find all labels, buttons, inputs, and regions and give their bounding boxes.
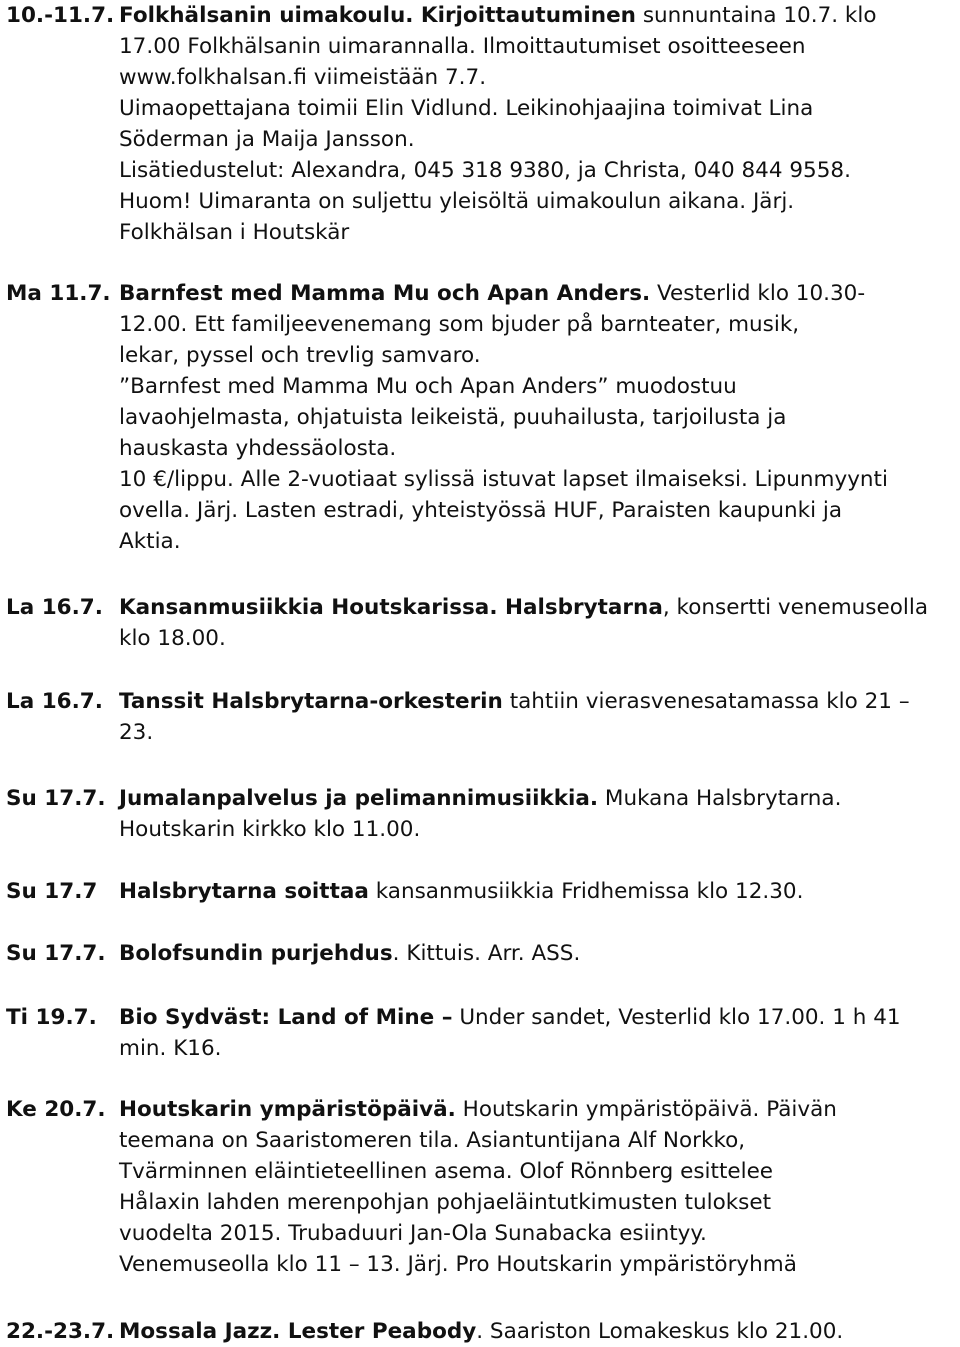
event-text-line	[119, 155, 949, 186]
event-detail: ”Barnfest med Mamma Mu och Apan Anders” muodostuu	[119, 374, 737, 399]
event-description	[119, 278, 949, 557]
event-detail: Lisätiedustelut: Alexandra, 045 318 9380, ja Christa, 040 844 9558.	[119, 158, 851, 183]
event-detail: 10 €/lippu. Alle 2-vuotiaat sylissä istuvat lapset ilmaiseksi. Lipunmyynti	[119, 467, 888, 492]
event-detail: . Saariston Lomakeskus klo 21.00.	[476, 1319, 844, 1344]
event-detail: teemana on Saaristomeren tila. Asiantuntijana Alf Norkko,	[119, 1128, 746, 1153]
event-title: Bio Sydväst: Land of Mine –	[119, 1005, 453, 1030]
event-text-line	[119, 93, 949, 124]
event-detail: min. K16.	[119, 1036, 222, 1061]
event-description	[119, 1002, 949, 1064]
event-title: Mossala Jazz. Lester Peabody	[119, 1319, 477, 1344]
event-text-line	[119, 1002, 949, 1033]
event-title: Barnfest med Mamma Mu och Apan Anders.	[119, 281, 651, 306]
event-detail: www.folkhalsan.fi viimeistään 7.7.	[119, 65, 487, 90]
event-text-line	[119, 433, 949, 464]
event-text-line	[119, 1033, 949, 1064]
event-date: Ma 11.7.	[6, 281, 111, 306]
event-date: 22.-23.7.	[6, 1319, 115, 1344]
event-description	[119, 938, 949, 969]
event-title: Houtskarin ympäristöpäivä.	[119, 1097, 456, 1122]
event-text-line	[119, 309, 949, 340]
event-title: Folkhälsanin uimakoulu. Kirjoittautuminen	[119, 3, 636, 28]
event-title: Kansanmusiikkia Houtskarissa. Halsbrytarna	[119, 595, 663, 620]
event-detail: Uimaopettajana toimii Elin Vidlund. Leikinohjaajina toimivat Lina	[119, 96, 814, 121]
event-text-line	[119, 186, 949, 217]
event-detail: Venemuseolla klo 11 – 13. Järj. Pro Houtskarin ympäristöryhmä	[119, 1252, 797, 1277]
event-detail: 12.00. Ett familjeevenemang som bjuder på barnteater, musik,	[119, 312, 800, 337]
event-text-line	[119, 1218, 949, 1249]
event-title: Bolofsundin purjehdus	[119, 941, 393, 966]
event-detail: Huom! Uimaranta on suljettu yleisöltä uimakoulun aikana. Järj.	[119, 189, 795, 214]
event-detail: Houtskarin kirkko klo 11.00.	[119, 817, 421, 842]
event-text-line	[119, 62, 949, 93]
event-detail: Aktia.	[119, 529, 181, 554]
event-text-line	[119, 623, 949, 654]
event-text-line	[119, 1249, 949, 1280]
event-description	[119, 0, 949, 248]
event-date: Su 17.7.	[6, 941, 106, 966]
event-date: La 16.7.	[6, 689, 103, 714]
event-description	[119, 783, 949, 845]
event-text-line	[119, 592, 949, 623]
event-text-line	[119, 0, 949, 31]
event-detail: 17.00 Folkhälsanin uimarannalla. Ilmoittautumiset osoitteeseen	[119, 34, 806, 59]
event-description	[119, 1094, 949, 1280]
event-text-line	[119, 340, 949, 371]
event-text-line	[119, 1125, 949, 1156]
event-description	[119, 686, 949, 748]
event-title: Jumalanpalvelus ja pelimannimusiikkia.	[119, 786, 599, 811]
event-description	[119, 592, 949, 654]
event-detail: Vesterlid klo 10.30-	[650, 281, 866, 306]
event-date: Ke 20.7.	[6, 1097, 106, 1122]
event-text-line	[119, 686, 949, 717]
event-detail: , konsertti venemuseolla	[662, 595, 929, 620]
event-text-line	[119, 938, 949, 969]
event-text-line	[119, 783, 949, 814]
event-detail: tahtiin vierasvenesatamassa klo 21 –	[502, 689, 910, 714]
event-text-line	[119, 217, 949, 248]
event-date: Su 17.7	[6, 879, 98, 904]
event-text-line	[119, 526, 949, 557]
event-title: Halsbrytarna soittaa	[119, 879, 369, 904]
event-text-line	[119, 876, 949, 907]
event-text-line	[119, 371, 949, 402]
event-text-line	[119, 278, 949, 309]
event-date: 10.-11.7.	[6, 3, 115, 28]
event-text-line	[119, 124, 949, 155]
event-detail: Folkhälsan i Houtskär	[119, 220, 350, 245]
event-text-line	[119, 1187, 949, 1218]
event-date: Su 17.7.	[6, 786, 106, 811]
event-text-line	[119, 1156, 949, 1187]
event-detail: kansanmusiikkia Fridhemissa klo 12.30.	[368, 879, 804, 904]
event-detail: Mukana Halsbrytarna.	[598, 786, 842, 811]
event-detail: Under sandet, Vesterlid klo 17.00. 1 h 41	[452, 1005, 901, 1030]
event-detail: ovella. Järj. Lasten estradi, yhteistyössä HUF, Paraisten kaupunki ja	[119, 498, 843, 523]
event-text-line	[119, 495, 949, 526]
event-text-line	[119, 464, 949, 495]
event-detail: Houtskarin ympäristöpäivä. Päivän	[455, 1097, 837, 1122]
event-detail: lavaohjelmasta, ohjatuista leikeistä, puuhailusta, tarjoilusta ja	[119, 405, 787, 430]
event-text-line	[119, 814, 949, 845]
event-detail: lekar, pyssel och trevlig samvaro.	[119, 343, 481, 368]
event-detail: Söderman ja Maija Jansson.	[119, 127, 415, 152]
event-text-line	[119, 1094, 949, 1125]
event-detail: hauskasta yhdessäolosta.	[119, 436, 397, 461]
event-date: Ti 19.7.	[6, 1005, 97, 1030]
event-date: La 16.7.	[6, 595, 103, 620]
event-detail: vuodelta 2015. Trubaduuri Jan-Ola Sunabacka esiintyy.	[119, 1221, 707, 1246]
event-description	[119, 1316, 949, 1347]
event-text-line	[119, 31, 949, 62]
event-detail: klo 18.00.	[119, 626, 226, 651]
event-detail: Hålaxin lahden merenpohjan pohjaeläintutkimusten tulokset	[119, 1190, 772, 1215]
event-description	[119, 876, 949, 907]
event-text-line	[119, 1316, 949, 1347]
event-detail: . Kittuis. Arr. ASS.	[392, 941, 581, 966]
event-text-line	[119, 717, 949, 748]
event-title: Tanssit Halsbrytarna-orkesterin	[119, 689, 503, 714]
event-detail: Tvärminnen eläintieteellinen asema. Olof Rönnberg esittelee	[119, 1159, 774, 1184]
event-text-line	[119, 402, 949, 433]
event-detail: 23.	[119, 720, 154, 745]
event-detail: sunnuntaina 10.7. klo	[636, 3, 877, 28]
